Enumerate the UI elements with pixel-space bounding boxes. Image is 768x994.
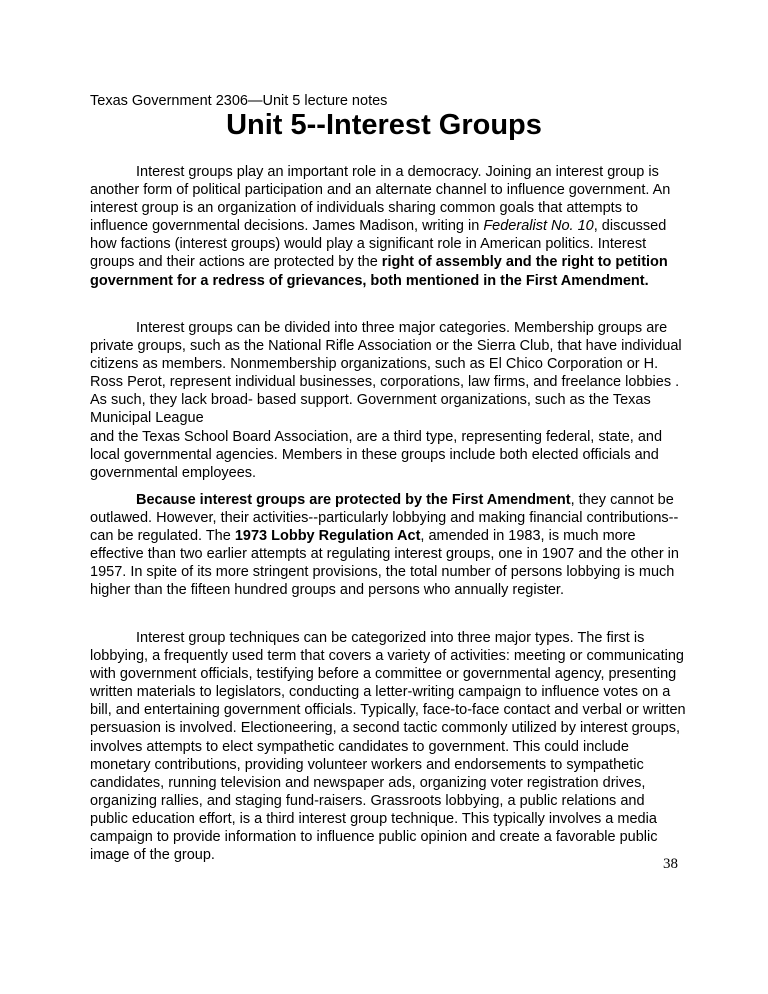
paragraph-text: , amended in 1983, is much more effective than two earlier attempts at regulating interest groups, one in 1907 and the other in 1957. In spite of its more stringent provisions, the total number of persons lobbying is much higher than the fifteen hundred groups and persons who annually register. bbox=[90, 528, 679, 599]
bold-emphasis: Because interest groups are protected by the First Amendment bbox=[136, 492, 571, 508]
paragraph-text: Interest group techniques can be categorized into three major types. The first is lobbying, a frequently used term that covers a variety of activities: meeting or communicating with government officials, testifying before a committee or governmental agency, presenting written materials to legislators, conducting a letter-writing campaign to influence votes on a bill, and entertaining government officials. Typically, face-to-face contact and verbal or written persuasion is involved. Electioneering, a second tactic commonly utilized by interest groups, involves attempts to elect sympathetic candidates to government. This could include monetary contributions, providing volunteer workers and endorsements to sympathetic candidates, running television and newspaper ads, organizing voter registration drives, organizing rallies, and staging fund-raisers. Grassroots lobbying, a public relations and public education effort, is a third interest group technique. This typically involves a media campaign to provide information to influence public opinion and create a favorable public image of the group. bbox=[90, 630, 686, 864]
paragraph-text: Interest groups can be divided into three major categories. Membership groups are private groups, such as the National Rifle Association or the Sierra Club, that have individual citizens as members. Nonmembership organizations, such as El Chico Corporation or H. Ross Perot, represent individual businesses, corporations, law firms, and freelance lobbies . As such, they lack broad- based support. Government organizations, such as the Texas Municipal League bbox=[90, 320, 682, 427]
page-number: 38 bbox=[663, 856, 678, 872]
bold-emphasis: 1973 Lobby Regulation Act bbox=[234, 528, 421, 545]
italic-reference: Federalist No. 10 bbox=[483, 218, 594, 235]
course-header: Texas Government 2306—Unit 5 lecture notes bbox=[90, 93, 388, 109]
paragraph-techniques bbox=[90, 629, 686, 864]
page-title bbox=[0, 107, 768, 143]
paragraph-intro bbox=[90, 163, 686, 290]
paragraph-regulation bbox=[90, 491, 686, 600]
title-text: Unit 5--Interest Groups bbox=[226, 109, 542, 141]
paragraph-categories bbox=[90, 319, 686, 482]
paragraph-text: Interest groups play an important role in a democracy. Joining an interest group is another form of political participation and an alternate channel to influence government. An interest group is an organization of individuals sharing common goals that attempts to influence governmental decisions. James Madison, writing in bbox=[90, 164, 671, 235]
paragraph-text: and the Texas School Board Association, are a third type, representing federal, state, and local governmental agencies. Members in these groups include both elected officials and governmental employees. bbox=[90, 428, 663, 481]
bold-emphasis: right of assembly and the right to petition government for a redress of grievances, both mentioned in the First Amendment. bbox=[90, 254, 668, 289]
paragraph-text: , discussed how factions (interest groups) would play a significant role in American politics. Interest groups and their actions are protected by the bbox=[90, 218, 667, 271]
paragraph-text: , they cannot be outlawed. However, their activities--particularly lobbying and making financial contributions--can be regulated. The bbox=[90, 492, 679, 545]
